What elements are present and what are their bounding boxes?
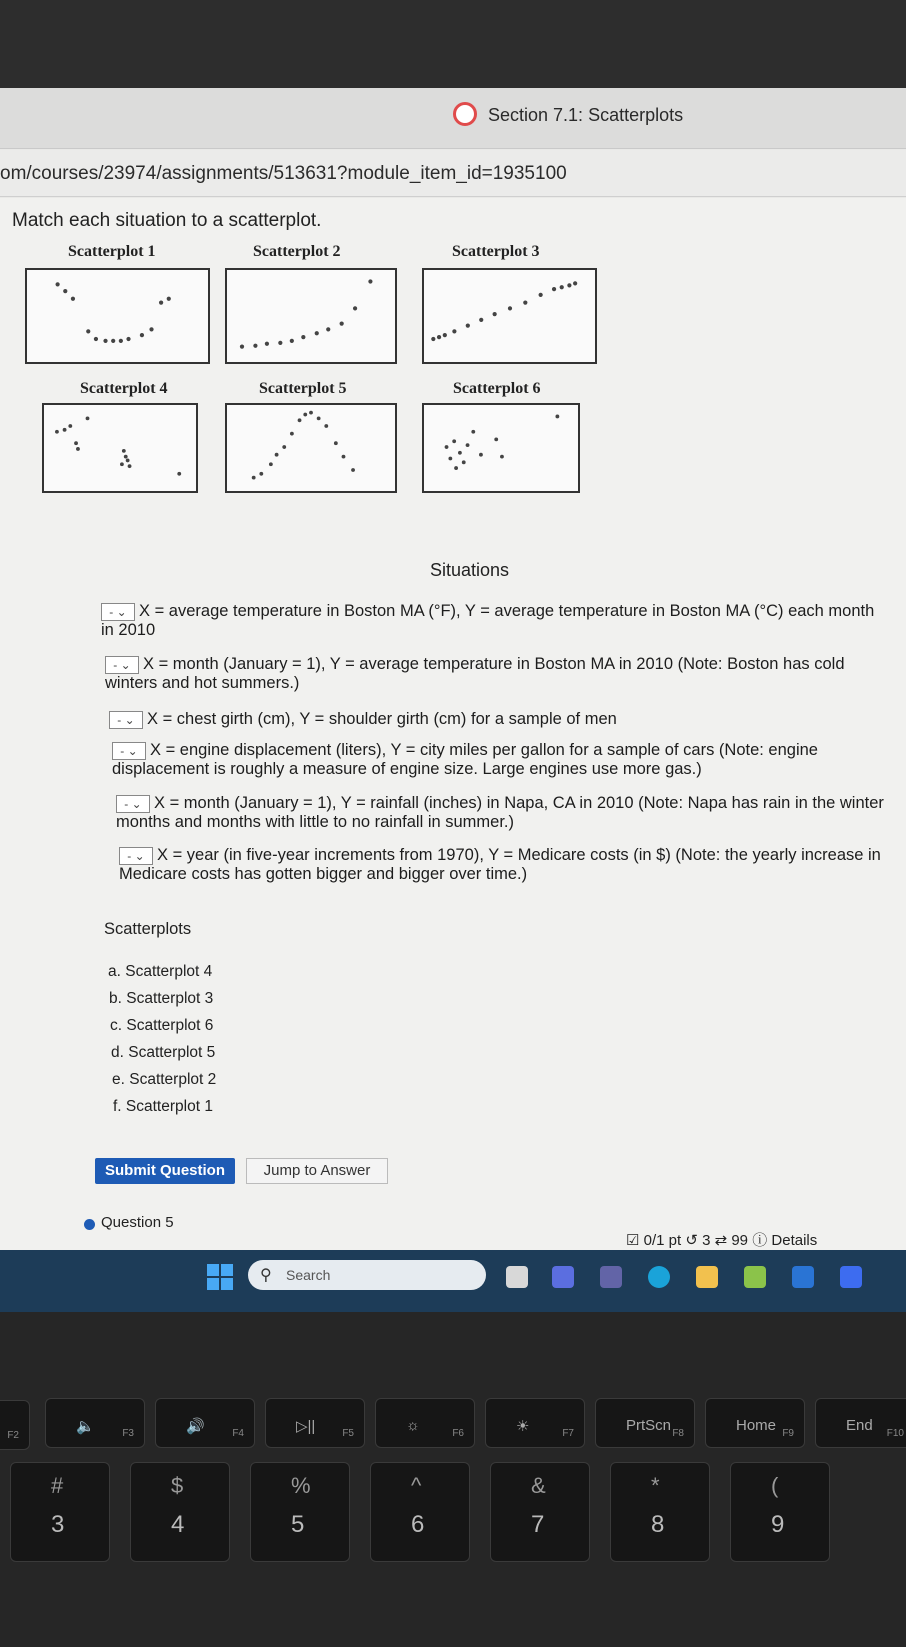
- option-e: e. Scatterplot 2: [112, 1071, 217, 1088]
- option-c: c. Scatterplot 6: [110, 1017, 214, 1034]
- situation-6-text: X = year (in five-year increments from 1970), Y = Medicare costs (in $) (Note: the yearly increase in Medicare costs has gotten bigger and bigger over time.): [119, 846, 881, 883]
- info-icon: ⓘ: [752, 1232, 768, 1249]
- chevron-down-icon: ⌄: [127, 743, 138, 758]
- monitor-bezel: [0, 0, 906, 90]
- situation-2-text: X = month (January = 1), Y = average temperature in Boston MA in 2010 (Note: Boston has cold winters and hot summers.): [105, 655, 845, 692]
- checkbox-icon: ☑: [626, 1232, 640, 1249]
- option-a: a. Scatterplot 4: [108, 963, 213, 980]
- screen: [0, 88, 906, 1250]
- file-explorer-icon[interactable]: [696, 1266, 718, 1288]
- retry-icon: ↺: [685, 1232, 698, 1249]
- attempts-value: 99: [731, 1232, 749, 1249]
- scatterplot-2: [225, 268, 397, 364]
- scatterplot-1: [25, 268, 210, 364]
- copilot-icon[interactable]: [552, 1266, 574, 1288]
- scatterplot-4: [42, 403, 198, 493]
- taskbar-search-input[interactable]: [248, 1260, 486, 1290]
- mail-icon[interactable]: [792, 1266, 814, 1288]
- option-f: f. Scatterplot 1: [113, 1098, 213, 1115]
- score-value: 0/1 pt: [643, 1232, 682, 1249]
- key-f3: 🔈 F3: [45, 1398, 145, 1448]
- scatterplot-4-title: Scatterplot 4: [80, 380, 168, 397]
- key-3: # 3: [10, 1462, 110, 1562]
- store-icon[interactable]: [744, 1266, 766, 1288]
- scatterplot-5-title: Scatterplot 5: [259, 380, 347, 397]
- key-f2: F2: [0, 1400, 30, 1450]
- laptop-keyboard: [0, 1312, 906, 1647]
- taskbar-search-placeholder: Search: [286, 1267, 331, 1283]
- situation-4-text: X = engine displacement (liters), Y = city miles per gallon for a sample of cars (Note: engine displacement is roughly a measure of engine size. Large engines use more gas.): [112, 741, 818, 778]
- key-8: * 8: [610, 1462, 710, 1562]
- details-link[interactable]: Details: [771, 1232, 818, 1249]
- situation-1-dropdown[interactable]: - ⌄: [101, 603, 135, 621]
- scatterplot-3-title: Scatterplot 3: [452, 243, 540, 260]
- situations-heading: Situations: [430, 560, 510, 580]
- tab-title[interactable]: Section 7.1: Scatterplots: [488, 105, 684, 125]
- situation-4-dropdown[interactable]: - ⌄: [112, 742, 146, 760]
- key-7: & 7: [490, 1462, 590, 1562]
- scatterplot-2-title: Scatterplot 2: [253, 243, 341, 260]
- key-f10: End F10: [815, 1398, 906, 1448]
- chevron-down-icon: ⌄: [131, 796, 142, 811]
- site-favicon-icon: [453, 102, 477, 126]
- key-4: $ 4: [130, 1462, 230, 1562]
- search-icon: ⚲: [260, 1267, 272, 1284]
- situation-1: [101, 602, 881, 640]
- key-f4: 🔊 F4: [155, 1398, 255, 1448]
- assignment-content: [0, 198, 906, 1250]
- key-f5: ▷|| F5: [265, 1398, 365, 1448]
- situation-2: [105, 655, 885, 693]
- question-label[interactable]: Question 5: [101, 1214, 174, 1231]
- retries-value: 3: [702, 1232, 711, 1249]
- key-f6: ☼ F6: [375, 1398, 475, 1448]
- chevron-down-icon: ⌄: [116, 604, 127, 619]
- scatterplot-5-points: [227, 405, 395, 491]
- scatterplot-5: [225, 403, 397, 493]
- situation-6: [119, 846, 899, 884]
- edge-browser-icon[interactable]: [648, 1266, 670, 1288]
- situation-5-text: X = month (January = 1), Y = rainfall (inches) in Napa, CA in 2010 (Note: Napa has rain in the winter months and months with little to no rainfall in summer.): [116, 794, 884, 831]
- scatterplot-3-points: [424, 270, 595, 362]
- situation-2-dropdown[interactable]: - ⌄: [105, 656, 139, 674]
- option-d: d. Scatterplot 5: [111, 1044, 216, 1061]
- scatterplot-2-points: [227, 270, 395, 362]
- jump-to-answer-button[interactable]: Jump to Answer: [246, 1158, 388, 1184]
- situation-1-text: X = average temperature in Boston MA (°F), Y = average temperature in Boston MA (°C) each month in 2010: [101, 602, 875, 639]
- key-f9: Home F9: [705, 1398, 805, 1448]
- option-b: b. Scatterplot 3: [109, 990, 214, 1007]
- scatterplot-6-points: [424, 405, 578, 491]
- key-9: ( 9: [730, 1462, 830, 1562]
- chevron-down-icon: ⌄: [120, 657, 131, 672]
- question-score-bar: [626, 1229, 817, 1250]
- situation-3: [109, 710, 889, 729]
- situation-5-dropdown[interactable]: - ⌄: [116, 795, 150, 813]
- scatterplot-6-title: Scatterplot 6: [453, 380, 541, 397]
- situation-4: [112, 741, 892, 779]
- url-text[interactable]: om/courses/23974/assignments/513631?module_item_id=1935100: [0, 163, 567, 184]
- scatterplots-heading: Scatterplots: [104, 920, 192, 938]
- app-icon[interactable]: [840, 1266, 862, 1288]
- scatterplot-3: [422, 268, 597, 364]
- chevron-down-icon: ⌄: [134, 848, 145, 863]
- question-status-icon: [84, 1219, 95, 1230]
- situation-5: [116, 794, 896, 832]
- submit-question-button[interactable]: Submit Question: [95, 1158, 235, 1184]
- key-f8: PrtScn F8: [595, 1398, 695, 1448]
- task-view-icon[interactable]: [506, 1266, 528, 1288]
- attempts-icon: ⇄: [714, 1232, 728, 1249]
- scatterplot-1-title: Scatterplot 1: [68, 243, 156, 260]
- key-5: % 5: [250, 1462, 350, 1562]
- situation-3-dropdown[interactable]: - ⌄: [109, 711, 143, 729]
- key-f7: ☀ F7: [485, 1398, 585, 1448]
- windows-taskbar: [0, 1250, 906, 1312]
- windows-start-icon[interactable]: [207, 1264, 233, 1290]
- scatterplot-4-points: [44, 405, 196, 491]
- question-instruction: Match each situation to a scatterplot.: [12, 210, 322, 231]
- browser-tab-bar: [0, 88, 906, 149]
- address-bar[interactable]: [0, 150, 906, 197]
- teams-icon[interactable]: [600, 1266, 622, 1288]
- key-6: ^ 6: [370, 1462, 470, 1562]
- situation-6-dropdown[interactable]: - ⌄: [119, 847, 153, 865]
- scatterplot-1-points: [27, 270, 208, 362]
- scatterplot-6: [422, 403, 580, 493]
- situation-3-text: X = chest girth (cm), Y = shoulder girth (cm) for a sample of men: [147, 710, 617, 728]
- chevron-down-icon: ⌄: [124, 712, 135, 727]
